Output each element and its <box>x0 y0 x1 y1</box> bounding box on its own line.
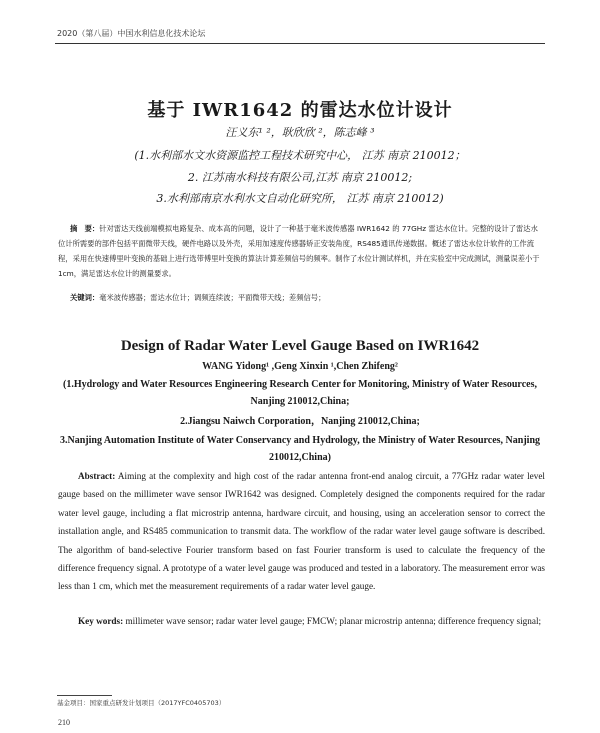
chinese-affiliation-3: 3.水利部南京水利水文自动化研究所， 江苏 南京 210012) <box>156 192 444 205</box>
running-header: 2020（第八届）中国水利信息化技术论坛 <box>57 29 206 38</box>
chinese-keywords-text: 毫米波传感器；雷达水位计；调频连续波；平面微带天线；差频信号； <box>99 293 326 302</box>
english-affiliation-2: 2.Jiangsu Naiwch Corporation，Nanjing 210012,China; <box>180 416 420 427</box>
english-keywords <box>58 612 545 630</box>
english-authors: WANG Yidong¹ ,Geng Xinxin ¹,Chen Zhifeng² <box>202 361 398 372</box>
chinese-abstract <box>58 221 545 281</box>
header-rule <box>55 43 545 44</box>
page-number: 210 <box>58 718 70 727</box>
english-abstract <box>58 467 545 596</box>
english-affiliation-3: 3.Nanjing Automation Institute of Water Conservancy and Hydrology, the Ministry of Water Resources, Nanjing 210012,China) <box>59 435 540 463</box>
funding-footnote: 基金项目：国家重点研发计划项目（2017YFC0405703） <box>57 699 226 707</box>
english-keywords-text: millimeter wave sensor; radar water level gauge; FMCW; planar microstrip antenna; difference frequency signal; <box>123 616 542 626</box>
chinese-abstract-label: 摘 要： <box>70 224 100 233</box>
chinese-abstract-text: 针对雷达天线前端模拟电路复杂、成本高的问题，设计了一种基于毫米波传感器 IWR1642 的 77GHz 雷达水位计。完整的设计了雷达水位计所需要的部件包括平面微带天线，硬件电路以及外壳，采用加速度传感器矫正安装角度，RS485通讯传递数据。概述了雷达水位计软件的工作流程，采用在快速傅里叶变换的基础上进行选带傅里叶变换的算法计算差频信号的频率。制作了水位计测试样机，并在实验室中完成测试，测量误差小于 1cm，满足雷达水位计的测量要求。 <box>58 224 540 278</box>
english-keywords-label: Key words: <box>78 616 124 626</box>
chinese-authors: 汪义东¹ ²，耿欣欣 ²，陈志峰 ³ <box>225 126 375 139</box>
english-title: Design of Radar Water Level Gauge Based on IWR1642 <box>120 338 480 354</box>
footnote-rule <box>57 695 112 696</box>
chinese-affiliation-1: (1.水利部水文水资源监控工程技术研究中心， 江苏 南京 210012； <box>134 149 466 162</box>
chinese-affiliation-2: 2. 江苏南水科技有限公司,江苏 南京 210012; <box>187 171 413 184</box>
chinese-title: 基于 IWR1642 的雷达水位计设计 <box>147 100 453 121</box>
chinese-keywords <box>58 291 545 305</box>
chinese-keywords-label: 关键词： <box>70 293 100 302</box>
english-abstract-text: Aiming at the complexity and high cost of the radar antenna front-end analog circuit, a 77GHz radar water level gauge based on the millimeter wave sensor IWR1642 was designed. Completely designed the components required for the radar water level gauge, including a flat microstrip antenna, hardware circuit, and housing, using an acceleration sensor to correct the installation angle, and RS485 communication to transmit data. The workflow of the radar water level gauge software is described. The algorithm of band-selective Fourier transform based on fast Fourier transform is used to calculate the frequency of the difference frequency signal. A prototype of a water level gauge was produced and tested in a laboratory. The measurement error was less than 1 cm, which met the measurement requirements of a radar water level gauge. <box>58 471 545 592</box>
english-abstract-label: Abstract: <box>78 471 116 481</box>
english-affiliation-1: (1.Hydrology and Water Resources Engineering Research Center for Monitoring, Ministry of Water Resources, Nanjing 210012,China; <box>63 379 537 407</box>
